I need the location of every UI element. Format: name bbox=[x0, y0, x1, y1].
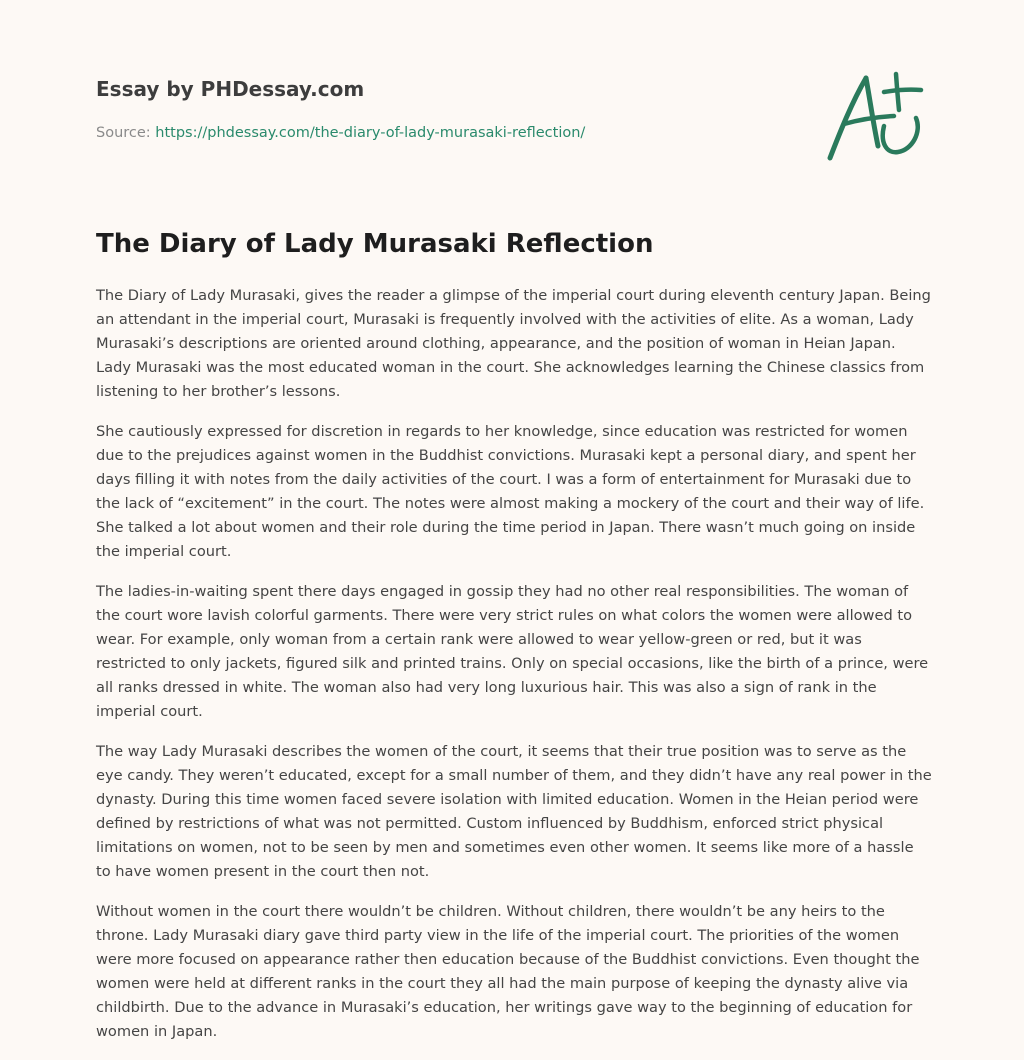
source-label: Source: bbox=[96, 125, 156, 141]
article-paragraph: The Diary of Lady Murasaki, gives the reader a glimpse of the imperial court during eleventh century Japan. Being an attendant in the imperial court, Murasaki is frequently involved with the activities of elite. As a woman, Lady Murasaki’s descriptions are oriented around clothing, appearance, and the position of woman in Heian Japan. Lady Murasaki was the most educated woman in the court. She acknowledges learning the Chinese classics from listening to her brother’s lessons. bbox=[96, 287, 931, 400]
source-link[interactable]: https://phdessay.com/the-diary-of-lady-murasaki-reflection/ bbox=[155, 125, 586, 141]
site-brand: Essay by PHDessay.com bbox=[96, 77, 365, 101]
article-paragraph: The way Lady Murasaki describes the women of the court, it seems that their true position was to serve as the eye candy. They weren’t educated, except for a small number of them, and they didn’t have any real power in the dynasty. During this time women faced severe isolation with limited education. Women in the Heian period were defined by restrictions of what was not permitted. Custom influenced by Buddhism, enforced strict physical limitations on women, not to be seen by men and sometimes even other women. It seems like more of a hassle to have women present in the court then not. bbox=[96, 743, 932, 880]
source-line bbox=[96, 123, 796, 143]
a-plus-grade-icon bbox=[818, 66, 928, 166]
page-header bbox=[96, 74, 796, 143]
article-title: The Diary of Lady Murasaki Reflection bbox=[96, 229, 654, 259]
article-body bbox=[96, 284, 932, 1060]
article-paragraph: The ladies-in-waiting spent there days engaged in gossip they had no other real responsibilities. The woman of the court wore lavish colorful garments. There were very strict rules on what colors the women were allowed to wear. For example, only woman from a certain rank were allowed to wear yellow-green or red, but it was restricted to only jackets, figured silk and printed trains. Only on special occasions, like the birth of a prince, were all ranks dressed in white. The woman also had very long luxurious hair. This was also a sign of rank in the imperial court. bbox=[96, 583, 929, 720]
article-paragraph: Without women in the court there wouldn’t be children. Without children, there wouldn’t be any heirs to the throne. Lady Murasaki diary gave third party view in the life of the imperial court. The priorities of the women were more focused on appearance rather then education because of the Buddhist convictions. Even thought the women were held at different ranks in the court they all had the main purpose of keeping the dynasty alive via childbirth. Due to the advance in Murasaki’s education, her writings gave way to the beginning of education for women in Japan. bbox=[96, 903, 920, 1040]
article-paragraph: She cautiously expressed for discretion in regards to her knowledge, since education was restricted for women due to the prejudices against women in the Buddhist convictions. Murasaki kept a personal diary, and spent her days filling it with notes from the daily activities of the court. I was a form of entertainment for Murasaki due to the lack of “excitement” in the court. The notes were almost making a mockery of the court and their way of life. She talked a lot about women and their role during the time period in Japan. There wasn’t much going on inside the imperial court. bbox=[96, 423, 925, 560]
